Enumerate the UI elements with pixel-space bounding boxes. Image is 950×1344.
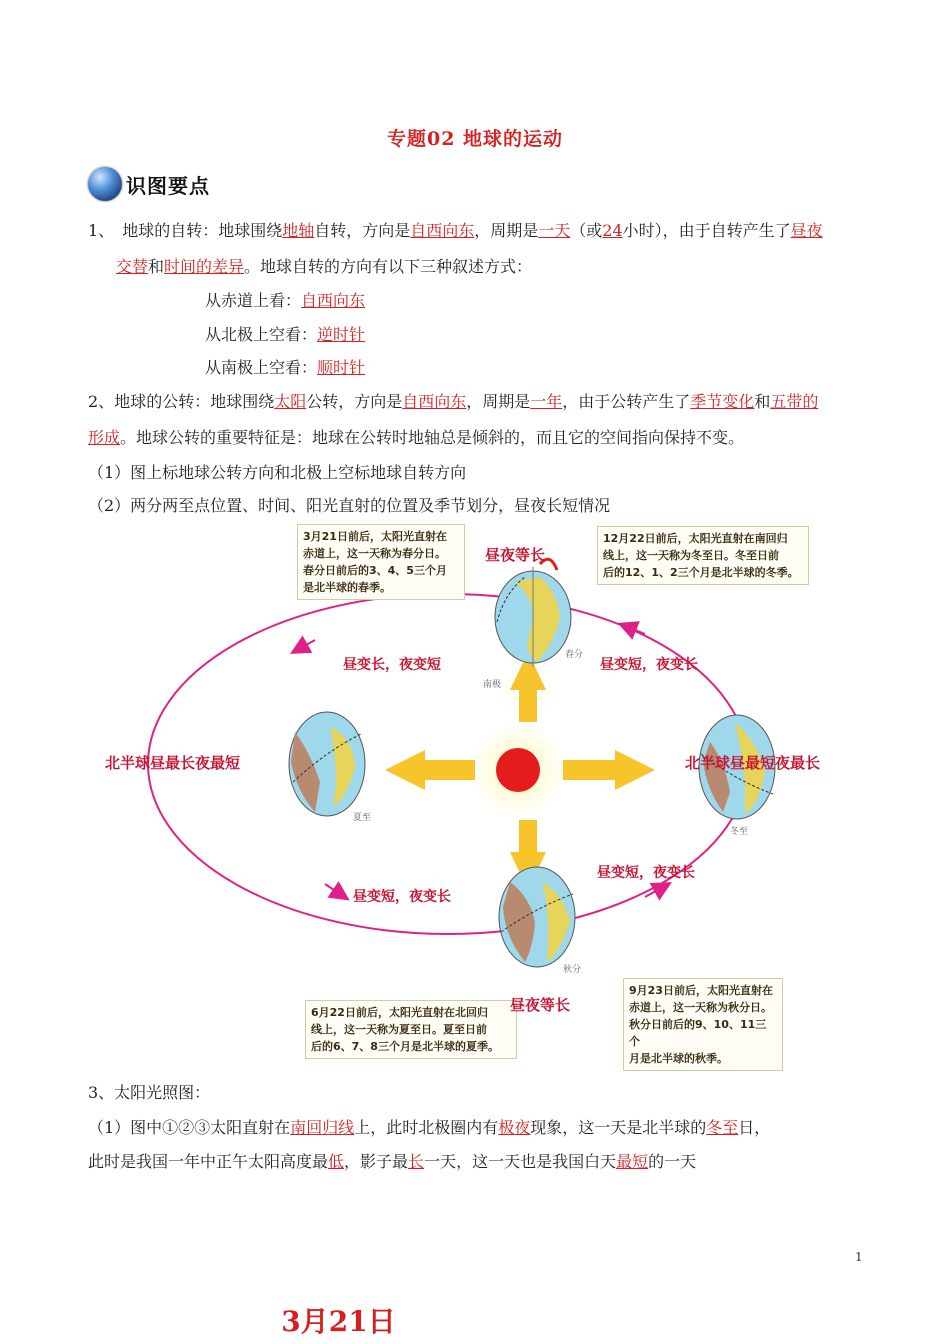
tag-south-pole: 南极 [483,680,502,690]
orbit-arrow-upper-left [297,640,315,650]
text: 和 [148,257,165,276]
text: ，周期是 [466,392,531,411]
paragraph-number: 1、 [88,221,115,240]
view-equator [205,290,365,312]
answer-text: 冬至 [706,1118,739,1137]
answer-text: 昼夜 [790,221,823,240]
note-summer-solstice: 6月22日前后，太阳光直射在北回归 线上，这一天称为夏至日。夏至日前 后的6、7、8三个月是北半球的夏季。 [305,1000,517,1059]
label-lower-right: 昼变短，夜变长 [597,865,695,881]
paragraph-3-line-1 [88,1117,770,1139]
text: 公转，方向是 [306,392,403,411]
sun-arrow-left [385,750,475,790]
text: 自转，方向是 [314,221,411,240]
text: ，由于公转产生了 [562,392,691,411]
answer-text: 一年 [530,392,563,411]
note-spring-equinox: 3月21日前后，太阳光直射在 赤道上，这一天称为春分日。 春分日前后的3、4、5三个月 是北半球的春季。 [297,524,465,600]
text: 。地球自转的方向有以下三种叙述方式： [244,257,533,276]
text: 上，此时北极圈内有 [354,1118,499,1137]
text: 现象，这一天是北半球的 [530,1118,707,1137]
text: 从南极上空看： [205,358,318,377]
text: 。地球公转的重要特征是：地球在公转时地轴总是倾斜的，而且它的空间指向保持不变。 [120,428,745,447]
item-1: （1）图上标地球公转方向和北极上空标地球自转方向 [88,463,467,482]
answer-text: 极夜 [498,1118,531,1137]
paragraph-3-heading: 3、太阳光照图： [88,1083,211,1102]
text: （1）图中①②③太阳直射在 [88,1118,291,1137]
bottom-date-label: 3月21日 [281,1305,396,1338]
paragraph-number: 2、 [88,392,115,411]
text: 此时是我国一年中正午太阳高度最 [88,1152,329,1171]
note-winter-solstice: 12月22日前后，太阳光直射在南回归 线上，这一天称为冬至日。冬至日前 后的12、1、2三个月是北半球的冬季。 [597,526,809,585]
answer-text: 一天 [538,221,571,240]
text: 地球的公转：地球围绕 [114,392,275,411]
label-longest-day: 北半球昼最长夜最短 [105,754,241,772]
text: 从北极上空看： [205,325,318,344]
earth-bottom-icon [499,867,575,967]
answer-text: 逆时针 [317,325,366,344]
text: 一天，这一天也是我国白天 [424,1152,617,1171]
earth-top-icon [495,559,571,667]
answer-text: 交替 [116,257,149,276]
answer-text: 最短 [616,1152,649,1171]
paragraph-1-line-2 [116,256,532,278]
answer-text: 时间的差异 [164,257,245,276]
earth-left-icon [289,712,365,816]
answer-text: 五带的 [770,392,819,411]
paragraph-2-line-2 [88,427,744,449]
answer-text: 太阳 [274,392,307,411]
tag-spring: 春分 [565,650,584,660]
globe-icon [88,167,122,201]
sun-arrow-right [563,750,655,790]
answer-text: 自西向东 [402,392,467,411]
view-south-pole [205,357,365,379]
sun-icon [496,748,540,792]
revolution-diagram [85,522,865,1067]
answer-text: 形成 [88,428,121,447]
paragraph-2-line-1 [88,391,818,413]
note-autumn-equinox: 9月23日前后，太阳光直射在 赤道上，这一天称为秋分日。 秋分日前后的9、10、11三个 月是北半球的秋季。 [623,978,783,1071]
label-lower-left: 昼变短，夜变长 [353,889,451,905]
answer-text: 顺时针 [317,358,366,377]
paragraph-3-line-2 [88,1151,696,1173]
page-number: 1 [855,1250,863,1264]
tag-autumn: 秋分 [563,965,582,975]
label-shortest-day: 北半球昼最短夜最长 [685,754,821,772]
text: 的一天 [648,1152,697,1171]
view-north-pole [205,324,365,346]
answer-text: 南回归线 [290,1118,355,1137]
answer-text: 自西向东 [410,221,475,240]
section-badge [88,166,210,202]
text: 从赤道上看： [205,291,302,310]
text: 日， [738,1118,771,1137]
tag-winter: 冬至 [730,827,749,837]
answer-text: 长 [408,1152,425,1171]
answer-text: 季节变化 [690,392,755,411]
text: ，周期是 [474,221,539,240]
section-badge-label: 识图要点 [126,173,210,198]
label-equal-day-night-bottom: 昼夜等长 [510,996,571,1014]
answer-text: 自西向东 [301,291,366,310]
page-title: 专题02 地球的运动 [386,128,564,150]
text: ，影子最 [344,1152,409,1171]
text: 和 [754,392,771,411]
answer-text: 24 [602,221,623,240]
item-2: （2）两分两至点位置、时间、阳光直射的位置及季节划分，昼夜长短情况 [88,496,611,515]
label-equal-day-night-top: 昼夜等长 [485,546,546,564]
paragraph-1-line-1 [88,220,823,242]
text: 地球的自转：地球围绕 [122,221,283,240]
orbit-arrow-lower-left [325,884,343,896]
label-upper-left: 昼变长，夜变短 [343,657,441,673]
text: （或 [570,221,603,240]
orbit-arrow-upper-right [625,626,645,634]
text: 小时），由于自转产生了 [622,221,791,240]
answer-text: 地轴 [282,221,315,240]
label-upper-right: 昼变短，夜变长 [600,657,698,673]
answer-text: 低 [328,1152,345,1171]
tag-summer: 夏至 [353,813,372,823]
